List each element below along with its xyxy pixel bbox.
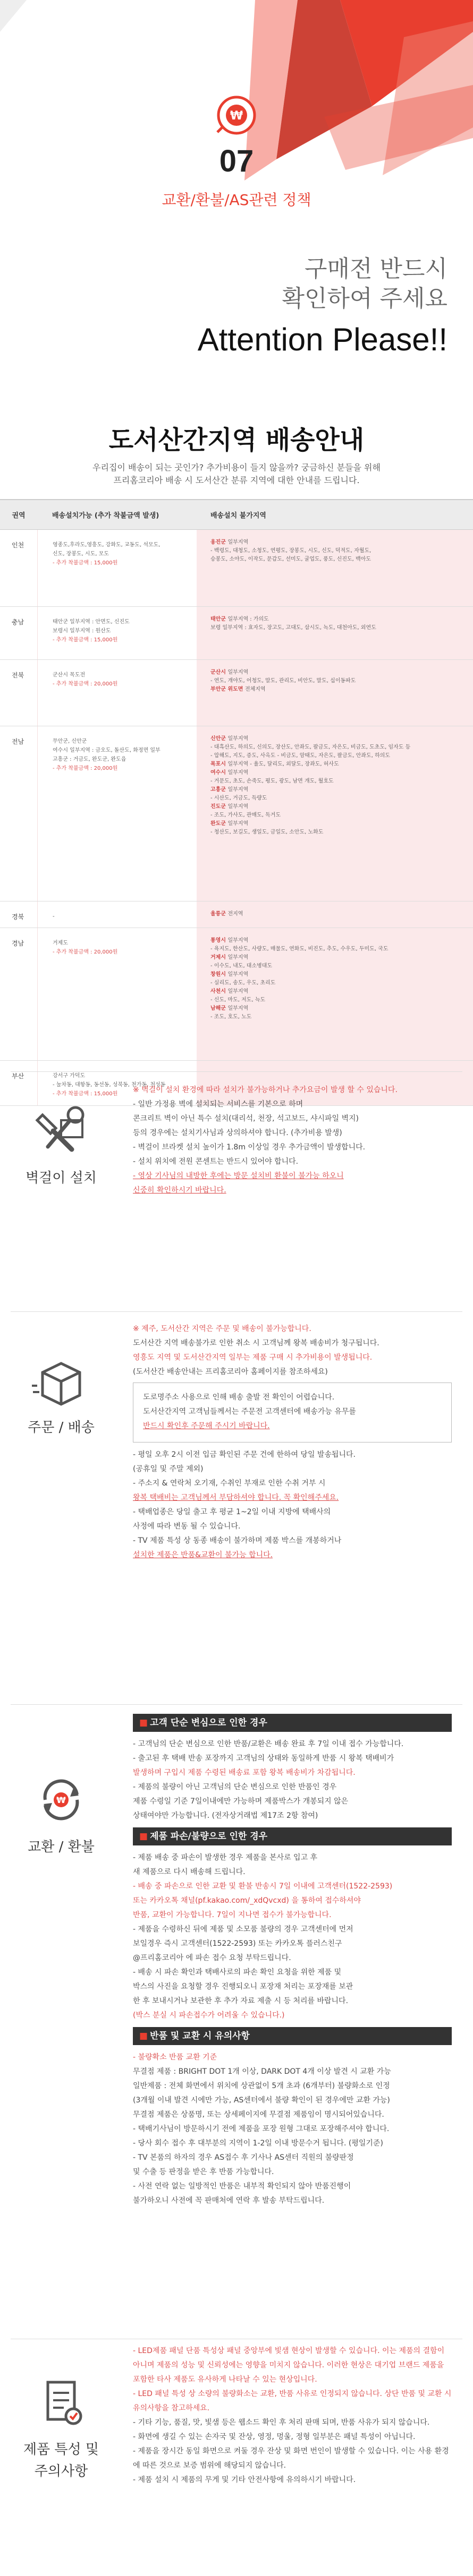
- table-cell-possible: [37, 607, 197, 659]
- refund-line: 새 제품으로 다시 배송해 드립니다.: [133, 1868, 246, 1876]
- possible-line: 무안군, 신안군: [53, 739, 87, 744]
- table-cell-impossible: [197, 726, 473, 901]
- impossible-line: 완도군 일부지역: [210, 821, 249, 827]
- impossible-line: 거제시 일부지역: [210, 955, 249, 960]
- attention-korean-line2: 확인하여 주세요: [282, 285, 447, 312]
- precaution-content: [133, 2344, 452, 2487]
- section-title: 교환/환불/AS관련 정책: [162, 191, 311, 209]
- install-label: 벽걸이 설치: [26, 1170, 97, 1186]
- impossible-line: 옹진군 일부지역: [210, 539, 249, 545]
- table-cell-possible: [37, 901, 197, 928]
- possible-line: - 추가 착불금액 : 20,000원: [53, 766, 118, 771]
- possible-line: - 추가 착불금액 : 15,000원: [53, 560, 118, 566]
- impossible-line: 신안군 일부지역: [210, 736, 249, 742]
- refund-label: 교환 / 환불: [28, 1839, 95, 1855]
- table-cell-impossible: [197, 928, 473, 1060]
- refund-line: 발생하며 구입시 제품 수령된 배송료 포함 왕복 배송비가 차감됩니다.: [133, 1768, 356, 1777]
- refund-line: 한 후 보내시거나 보관한 후 추가 자료 제출 시 등 처리를 바랍니다.: [133, 1997, 349, 2005]
- order-label-group: [0, 1354, 122, 1436]
- order-line: 왕복 택배비는 고객님께서 부담하셔야 합니다. 꼭 확인해주세요.: [133, 1493, 339, 1502]
- table-body: [0, 530, 473, 1106]
- refund-line: @프리홈코리아 에 파손 접수 요청 부탁드립니다.: [133, 1954, 291, 1962]
- possible-line: - 눌차동, 대항동, 동선동, 성북동, 천가동, 천성동: [53, 1082, 166, 1088]
- order-line: ※ 제주, 도서산간 지역은 주문 및 배송이 불가능합니다.: [133, 1325, 311, 1333]
- possible-line: 영종도,후라도,영흥도, 강화도, 교동도, 석모도,: [53, 542, 161, 548]
- impossible-line: 통영시 일부지역: [210, 938, 249, 943]
- precaution-line: - LED 패널 특성 상 소량의 불량화소는 교환, 반품 사유로 인정되지 않습니다. 상단 반품 및 교환 시 유의사항을 참고하세요.: [133, 2390, 452, 2412]
- divider: [11, 1071, 462, 1072]
- possible-line: - 추가 착불금액 : 15,000원: [53, 1091, 118, 1097]
- table-cell-region: 부산: [12, 1072, 24, 1080]
- impossible-line: 승봉도, 소야도, 이작도, 문갑도, 선미도, 굴업도, 풍도, 신진도, 백아도: [210, 556, 371, 562]
- table-cell-impossible: [197, 607, 473, 659]
- table-cell-impossible: [197, 901, 473, 928]
- precaution-line: - 제품을 장시간 동일 화면으로 켜둘 경우 잔상 및 화면 번인이 발생할 수 있습니다. 이는 사용 환경에 따른 것으로 보증 범위에 해당되지 않습니다.: [133, 2447, 449, 2470]
- table-cell-region: 경남: [12, 940, 24, 947]
- impossible-line: - 욕지도, 한산도, 사량도, 매물도, 연화도, 비진도, 추도, 수우도, 두미도, 국도: [210, 946, 388, 952]
- refund-line: - TV 본품의 하자의 경우 AS접수 후 기사나 AS센터 직원의 불량판정: [133, 2153, 354, 2162]
- possible-line: 강서구 가덕도: [53, 1073, 86, 1079]
- possible-line: 보령시 일부지역 : 원산도: [53, 628, 111, 634]
- table-header-impossible: 배송설치 불가지역: [210, 512, 266, 520]
- svg-text:₩: ₩: [56, 1795, 66, 1805]
- impossible-line: 태안군 일부지역 : 가의도: [210, 616, 269, 622]
- refund-bar-damage: ■ 제품 파손/불량으로 인한 경우: [133, 1827, 452, 1845]
- precaution-section: [0, 2344, 473, 2572]
- refund-line: 일반제품 : 전체 화면에서 위치에 상관없이 5개 초과 (6개부터) 불량화소로 인정: [133, 2082, 390, 2090]
- header-section: [0, 0, 473, 234]
- precaution-line: - LED제품 패널 단품 특성상 패널 중앙부에 빛샘 현상이 발생할 수 있습니다. 이는 제품의 결함이 아니며 제품의 성능 및 신뢰성에는 영향을 미치지 않습니다. 이러한 현상은 대기업 브랜드 제품을 포함한 타사 제품도 유사하게 나타날 수 있는 현상입니다.: [133, 2347, 445, 2384]
- refund-content: [133, 1710, 452, 2208]
- refund-line: 반품, 교환이 가능합니다. 7일이 지나면 접수가 불가능합니다.: [133, 1911, 332, 1919]
- attention-english: Attention Please!!: [197, 322, 447, 357]
- document-checklist-icon: [32, 2376, 90, 2429]
- impossible-line: - 연도, 개야도, 어청도, 말도, 관리도, 비안도, 말도, 십이동파도: [210, 678, 356, 684]
- impossible-line: 군산시 일부지역: [210, 669, 249, 675]
- delivery-subtitle-line2: 프리홈코리아 배송 시 도서산간 분류 지역에 대한 안내를 드립니다.: [113, 475, 360, 485]
- table-cell-possible: [37, 530, 197, 606]
- precaution-label-line2: 주의사항: [34, 2463, 88, 2479]
- refund-bar-simple-change: ■ 고객 단순 변심으로 인한 경우: [133, 1714, 452, 1732]
- svg-text:₩: ₩: [230, 109, 243, 123]
- precaution-line: - 제품 설치 시 제품의 무게 및 기타 안전사항에 유의하시기 바랍니다.: [133, 2476, 356, 2484]
- refund-line: - 제품을 수령하신 뒤에 제품 및 소모품 불량의 경우 고객센터에 먼저: [133, 1925, 353, 1934]
- impossible-line: 남해군 일부지역: [210, 1006, 249, 1011]
- order-notice-box: [133, 1383, 452, 1442]
- refund-line: - 불량확소 반품 교환 기준: [133, 2053, 217, 2062]
- refund-line: - 제품 배송 중 파손이 발생한 경우 제품을 본사로 입고 후: [133, 1853, 318, 1862]
- table-cell-region: 전북: [12, 672, 24, 679]
- table-row: [0, 726, 473, 901]
- delivery-subtitle-line1: 우리집이 배송이 되는 곳인가? 추가비용이 들지 않을까? 궁금하신 분들을 위해: [92, 462, 381, 473]
- table-cell-region: 전남: [12, 738, 24, 745]
- install-line: - 일반 가정용 벽에 설치되는 서비스를 기본으로 하며: [133, 1100, 303, 1109]
- install-line: ※ 벽걸이 설치 환경에 따라 설치가 불가능하거나 추가요금이 발생 할 수 있습니다.: [133, 1086, 398, 1094]
- refund-bar-precautions: ■ 반품 및 교환 시 유의사항: [133, 2027, 452, 2045]
- install-line: 신중히 확인하시기 바랍니다.: [133, 1186, 226, 1195]
- possible-line: 군산시 목도전: [53, 672, 86, 678]
- impossible-line: - 이수도, 내도, 대소병대도: [210, 963, 273, 969]
- refund-line: - 제품의 불량이 아닌 고객님의 단순 변심으로 인한 반품인 경우: [133, 1783, 337, 1791]
- exchange-arrows-icon: [32, 1773, 90, 1826]
- table-row: [0, 928, 473, 1061]
- refund-line: - 고객님의 단순 변심으로 인한 반품/교환은 배송 완료 후 7일 이내 접수 가능합니다.: [133, 1740, 404, 1748]
- delivery-title: 도서산간지역 배송안내: [108, 425, 365, 455]
- possible-line: 고흥군 : 거금도, 완도군, 완도읍: [53, 757, 126, 762]
- impossible-line: 고흥군 일부지역: [210, 787, 249, 793]
- table-row: [0, 901, 473, 928]
- possible-line: 신도, 장봉도, 시도, 모도: [53, 551, 109, 557]
- refund-line: - 배송 시 파손 확인과 택배사로의 파손 확인 요청을 위한 제품 및: [133, 1968, 342, 1977]
- possible-line: 거제도: [53, 940, 68, 946]
- table-cell-possible: [37, 660, 197, 726]
- order-line: - 택배업종은 당일 출고 후 평균 1~2일 이내 지방에 택배사의: [133, 1508, 331, 1516]
- impossible-line: 목포시 일부지역 - 율도, 달리도, 외달도, 장좌도, 허사도: [210, 761, 339, 767]
- order-line: - 평일 오후 2시 이전 입금 확인된 주문 건에 한하여 당일 발송됩니다.: [133, 1450, 356, 1459]
- order-box-line: 도서산간지역 고객님들께서는 주문전 고객센터에 배송가능 유무를: [143, 1407, 356, 1416]
- impossible-line: 진도군 일부지역: [210, 804, 249, 810]
- impossible-line: 울릉군 전지역: [210, 911, 243, 917]
- impossible-line: 사천시 일부지역: [210, 989, 249, 994]
- install-line: 등의 경우에는 설치기사님과 상의하셔야 합니다. (추가비용 발생): [133, 1129, 342, 1137]
- precaution-label-group: [0, 2376, 122, 2480]
- refund-line: 불가하오니 사전에 꼭 판매처에 연락 후 발송 부탁드립니다.: [133, 2196, 325, 2205]
- install-line: 콘크리트 벽이 아닌 특수 설치(대리석, 천장, 석고보드, 샤시파일 벽지): [133, 1114, 359, 1123]
- table-header-possible: 배송설치가능 (추가 착불금액 발생): [52, 512, 159, 520]
- order-line: - 주소지 & 연락처 오기재, 수취인 부재로 인한 수취 거부 시: [133, 1479, 326, 1488]
- impossible-line: - 조도, 호도, 노도: [210, 1014, 252, 1020]
- precaution-line: - 기타 기능, 품질, 맛, 빛샘 등은 웹소드 확인 후 처리 판매 되며, 반품 사유가 되지 않습니다.: [133, 2418, 430, 2427]
- table-cell-possible: [37, 928, 197, 1060]
- possible-line: - 추가 착불금액 : 15,000원: [53, 637, 118, 643]
- impossible-line: - 거문도, 초도, 손죽도, 평도, 광도, 남면 개도, 월호도: [210, 778, 334, 784]
- table-row: [0, 607, 473, 660]
- install-line: - 영상 기사님의 내방한 후에는 방문 설치비 환불이 불가능 하오니: [133, 1172, 344, 1180]
- table-cell-region: 경북: [12, 913, 24, 921]
- divider: [11, 1704, 462, 1705]
- divider: [11, 1311, 462, 1312]
- table-cell-impossible: [197, 530, 473, 606]
- refund-line: - 사전 연락 없는 일방적인 반품은 내부적 확인되지 않아 반품진행이: [133, 2182, 351, 2191]
- refund-line: 무결점 제품은 상품명, 또는 상세페이지에 무결점 제품임이 명시되어있습니다.: [133, 2110, 384, 2119]
- order-line: (도서산간 배송안내는 프리홈코리아 홈페이지를 참조하세요): [133, 1368, 328, 1376]
- order-line: 도서산간 지역 배송불가로 인한 취소 시 고객님께 왕복 배송비가 청구됩니다.: [133, 1339, 379, 1347]
- impossible-line: - 압해도, 지도, 증도, 사옥도 - 비금도, 암태도, 자은도, 팔금도, 안좌도, 하의도: [210, 753, 391, 759]
- impossible-line: - 실리도, 송도, 우도, 초리도: [210, 980, 276, 986]
- order-box-line: 반드시 확인후 주문해 주시기 바랍니다.: [143, 1422, 270, 1430]
- precaution-line: - 화면에 생길 수 있는 손자국 및 잔상, 영정, 멍울, 정형 일부분은 패널 특성이 아닙니다.: [133, 2433, 416, 2441]
- impossible-line: - 백령도, 대청도, 소청도, 연평도, 장봉도, 시도, 신도, 덕적도, 자월도,: [210, 548, 371, 554]
- refund-label-group: [0, 1773, 122, 1856]
- refund-line: 상태여야만 가능합니다. (전자상거래법 제17조 2항 참여): [133, 1811, 318, 1820]
- impossible-line: - 조도, 가사도, 관매도, 독거도: [210, 812, 281, 818]
- refund-line: 또는 카카오톡 채널(pf.kakao.com/_xdQvcxd) 을 통하여 접수하셔야: [133, 1896, 361, 1905]
- impossible-line: - 신도, 마도, 저도, 늑도: [210, 997, 266, 1003]
- impossible-line: - 청산도, 보길도, 생일도, 금일도, 소안도, 노화도: [210, 829, 324, 835]
- delivery-box-icon: [32, 1354, 90, 1407]
- refund-line: - 배송 중 파손으로 인한 교환 및 환불 반송시 7일 이내에 고객센터(1522-2593): [133, 1882, 393, 1891]
- impossible-line: 여수시 일부지역: [210, 770, 249, 776]
- table-row: [0, 530, 473, 607]
- attention-korean-line1: 구매전 반드시: [304, 255, 447, 282]
- impossible-line: - 대흑산도, 하의도, 신의도, 장산도, 안좌도, 팔금도, 자은도, 비금도, 도초도, 임자도 등: [210, 744, 411, 750]
- wall-mount-tools-icon: [32, 1104, 90, 1157]
- order-line: 영흥도 지역 및 도서산간지역 일부는 제품 구매 시 추가비용이 발생됩니다.: [133, 1353, 373, 1362]
- order-line: (공휴일 및 주말 제외): [133, 1465, 204, 1473]
- order-label: 주문 / 배송: [28, 1420, 95, 1436]
- order-box-line: 도로명주소 사용으로 인해 배송 출발 전 확인이 어렵습니다.: [143, 1393, 335, 1402]
- order-line: 사정에 따라 변동 될 수 있습니다.: [133, 1522, 241, 1531]
- order-content: [133, 1322, 452, 1562]
- refund-line: (박스 분실 시 파손접수가 어려울 수 있습니다.): [133, 2011, 285, 2020]
- table-cell-impossible: [197, 660, 473, 726]
- section-number: 07: [219, 144, 254, 178]
- possible-line: - 추가 착불금액 : 20,000원: [53, 949, 118, 955]
- refund-line: (3개월 이내 발견 시에만 가능, AS센터에서 불량 확인이 된 경우에만 교환 가능): [133, 2096, 390, 2105]
- refund-section: [0, 1710, 473, 2347]
- delivery-region-table: [0, 499, 473, 1106]
- won-coin-icon: [214, 93, 259, 138]
- install-line: - 벽걸이 브라켓 설치 높이가 1.8m 이상일 경우 추가금액이 발생합니다.: [133, 1143, 366, 1152]
- refund-line: 무결점 제품 : BRIGHT DOT 1개 이상, DARK DOT 4개 이상 발견 시 교환 가능: [133, 2067, 391, 2076]
- refund-line: - 출고된 후 택배 반송 포장까지 고객님의 상태와 동일하게 반품 시 왕복 택배비가: [133, 1754, 394, 1763]
- table-row: [0, 660, 473, 726]
- refund-line: 박스의 사진을 요청할 경우 진행되오니 포장재 처리는 포장재를 보관: [133, 1982, 353, 1991]
- table-cell-region: 충남: [12, 619, 24, 626]
- order-line: 설치한 제품은 반품&교환이 불가능 합니다.: [133, 1551, 273, 1559]
- install-content: [133, 1083, 452, 1198]
- install-section: [0, 1078, 473, 1301]
- install-label-group: [0, 1104, 122, 1187]
- refund-line: - 택배기사님이 방문하시기 전에 제품을 포장 원형 그대로 포장해주셔야 합니다.: [133, 2125, 390, 2133]
- order-line: - TV 제품 특성 상 동종 배송이 불가하며 제품 박스를 개봉하거나: [133, 1536, 342, 1545]
- possible-line: 여수시 일부지역 : 금오도, 돌산도, 화정면 일부: [53, 748, 161, 753]
- possible-line: - 추가 착불금액 : 20,000원: [53, 681, 118, 687]
- refund-line: 제품 수령일 기준 7일이내에만 가능하며 제품박스가 개봉되지 않은: [133, 1797, 349, 1806]
- precaution-label-line1: 제품 특성 및: [23, 2442, 99, 2458]
- install-line: - 설치 위치에 전원 콘센트는 반드시 있어야 합니다.: [133, 1157, 299, 1166]
- refund-line: 보일경우 즉시 고객센터(1522-2593) 또는 카카오톡 플러스친구: [133, 1939, 342, 1948]
- impossible-line: - 시산도, 거금도, 득량도: [210, 795, 267, 801]
- impossible-line: 창원시 일부지역: [210, 972, 249, 977]
- refund-line: 및 수출 등 판정을 받은 후 반품 가능합니다.: [133, 2168, 274, 2176]
- table-header-region: 권역: [12, 512, 26, 520]
- table-header: [0, 499, 473, 530]
- table-cell-possible: [37, 726, 197, 901]
- possible-line: 태안군 일부지역 : 안면도, 신진도: [53, 619, 130, 625]
- possible-line: -: [53, 914, 55, 920]
- impossible-line: 부안군 위도면 전체지역: [210, 686, 266, 692]
- impossible-line: 보령 일부지역 : 효자도, 장고도, 고대도, 삽시도, 녹도, 대천아도, 외연도: [210, 625, 376, 631]
- refund-line: - 당사 회수 접수 후 대부분의 지역이 1-2일 이내 방문수거 됩니다. (평일기준): [133, 2139, 383, 2148]
- table-cell-region: 인천: [12, 542, 24, 549]
